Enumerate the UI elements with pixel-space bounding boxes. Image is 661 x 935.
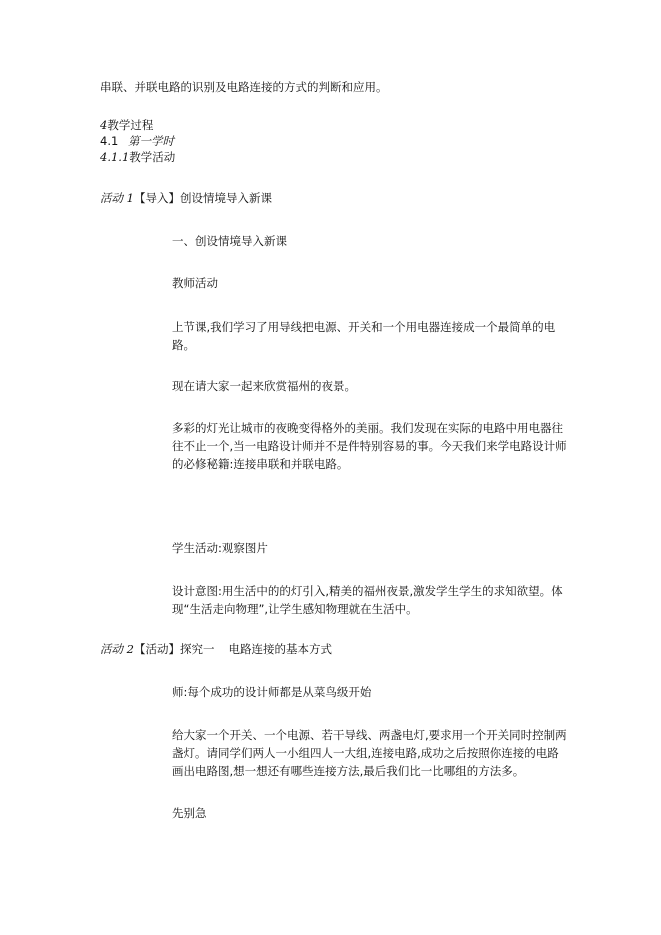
intro-text: 串联、并联电路的识别及电路连接的方式的判断和应用。	[100, 80, 388, 94]
activity2-title-part2: 电路连接的基本方式	[228, 642, 332, 656]
activity1-subtitle: 一、创设情境导入新课	[172, 234, 287, 248]
subsection-heading	[100, 133, 174, 150]
activity1-paragraph-1: 上节课,我们学习了用导线把电源、开关和一个用电器连接成一个最简单的电路。	[172, 320, 556, 352]
activity1-heading	[100, 190, 272, 207]
subsubsection-heading	[100, 149, 175, 166]
activity2-paragraph-1: 师:每个成功的设计师都是从菜鸟级开始	[172, 685, 372, 699]
activity1-bracket: 【导入】	[133, 191, 180, 205]
section-heading	[100, 117, 153, 134]
student-activity-label: 学生活动:观察图片	[172, 541, 268, 555]
subsection-title: 第一学时	[127, 134, 174, 148]
design-intent: 设计意图:用生活中的的灯引入,精美的福州夜景,激发学生学生的求知欲望。体现“生活走向物理”,让学生感知物理就在生活中。	[172, 584, 563, 616]
activity1-paragraph-3: 多彩的灯光让城市的夜晚变得格外的美丽。我们发现在实际的电路中用电器往往不止一个,当一电路设计师并不是件特别容易的事。今天我们来学电路设计师的必修秘籍:连接串联和并联电路。	[172, 421, 567, 471]
subsubsection-number: 4.1.1	[100, 150, 130, 164]
activity1-paragraph-2: 现在请大家一起来欣赏福州的夜景。	[172, 379, 356, 393]
activity2-bracket: 【活动】	[133, 642, 180, 656]
teacher-activity-label: 教师活动	[172, 276, 218, 290]
activity1-label: 活动 1	[100, 191, 134, 205]
activity2-label: 活动 2	[100, 642, 134, 656]
subsection-number: 4.1	[100, 134, 119, 148]
activity2-paragraph-3: 先别急	[172, 806, 207, 820]
activity2-heading	[100, 641, 332, 658]
section-title: 教学过程	[107, 118, 154, 132]
section-number: 4	[100, 118, 108, 132]
activity2-title-part1: 探究一	[179, 642, 215, 656]
subsubsection-title: 教学活动	[129, 150, 176, 164]
activity2-paragraph-2: 给大家一个开关、一个电源、若干导线、两盏电灯,要求用一个开关同时控制两盏灯。请同学们两人一小组四人一大组,连接电路,成功之后按照你连接的电路画出电路图,想一想还有哪些连接方法,最后我们比一比哪组的方法多。	[172, 728, 567, 778]
activity1-title: 创设情境导入新课	[179, 191, 272, 205]
